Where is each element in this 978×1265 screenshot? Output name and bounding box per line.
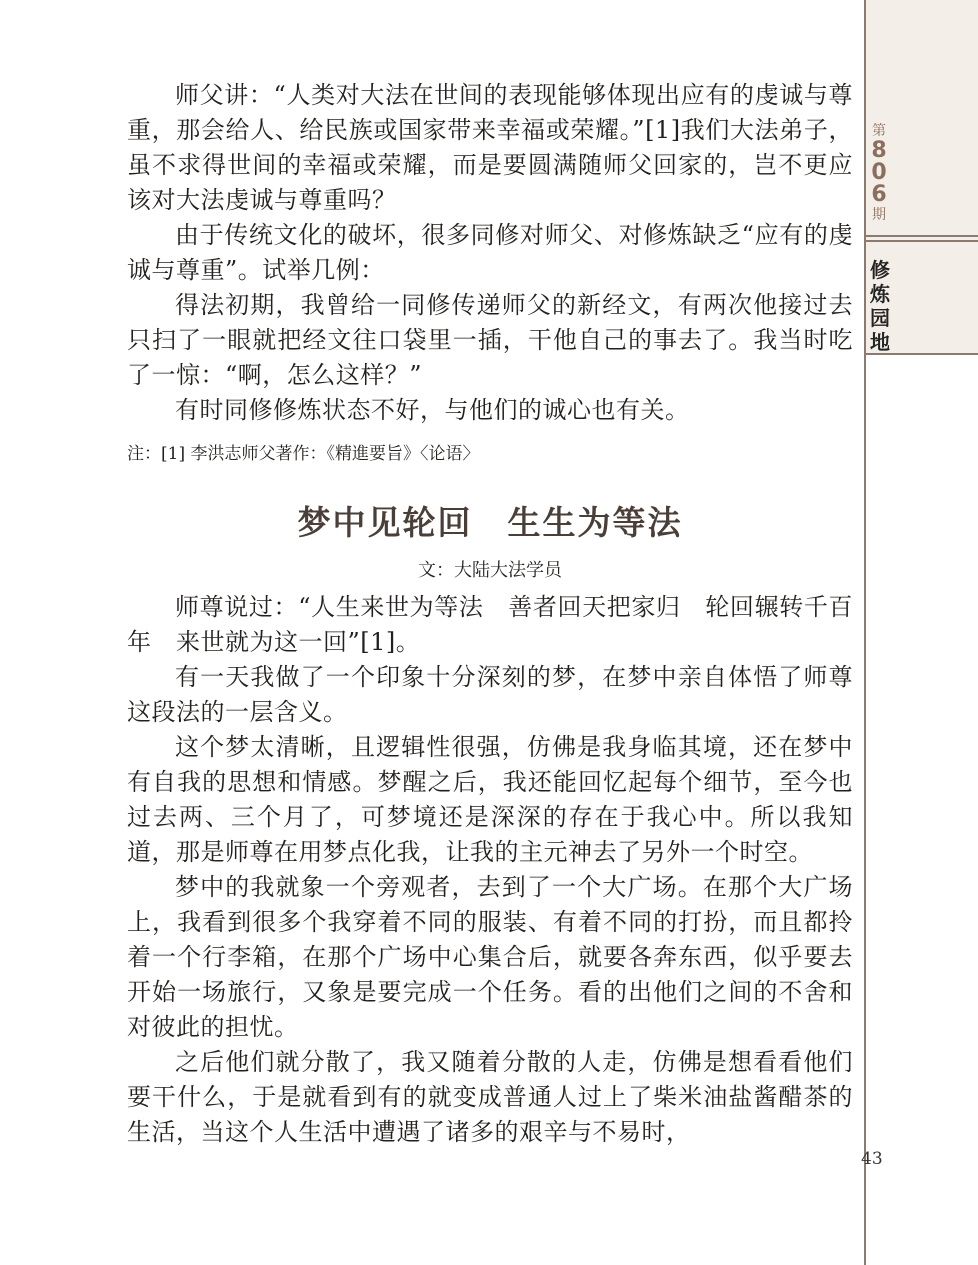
footnote: 注：[1] 李洪志师父著作：《精進要旨》〈论语〉 — [127, 444, 480, 464]
paragraph: 梦中的我就象一个旁观者，去到了一个大广场。在那个大广场上，我看到很多个我穿着不同的服装、有着不同的打扮，而且都拎着一个行李箱，在那个广场中心集合后，就要各奔东西，似乎要去开始一场旅行，又象是要完成一个任务。看的出他们之间的不舍和对彼此的担忧。 — [127, 873, 853, 1041]
section-char: 修 — [870, 258, 890, 282]
paragraph: 之后他们就分散了，我又随着分散的人走，仿佛是想看看他们要干什么，于是就看到有的就变成普通人过上了柴米油盐酱醋茶的生活，当这个人生活中遭遇了诸多的艰辛与不易时， — [127, 1048, 853, 1146]
issue-digit: 0 — [871, 160, 887, 185]
article-byline: 文：大陆大法学员 — [418, 560, 562, 581]
paragraph: 师尊说过：“人生来世为等法 善者回天把家归 轮回辗转千百年 来世就为这一回”[1]。 — [127, 593, 853, 656]
paragraph: 有一天我做了一个印象十分深刻的梦，在梦中亲自体悟了师尊这段法的一层含义。 — [127, 663, 853, 726]
tab-divider — [866, 240, 978, 242]
page-number: 43 — [861, 1149, 883, 1169]
section-char: 地 — [870, 330, 890, 354]
issue-label — [868, 122, 890, 224]
article-title: 梦中见轮回 生生为等法 — [297, 503, 683, 542]
issue-suffix: 期 — [872, 207, 886, 223]
issue-prefix: 第 — [872, 123, 886, 139]
paragraph: 得法初期，我曾给一同修传递师父的新经文，有两次他接过去只扫了一眼就把经文往口袋里一插，干他自己的事去了。我当时吃了一惊：“啊，怎么这样？” — [127, 291, 853, 389]
paragraph: 这个梦太清晰，且逻辑性很强，仿佛是我身临其境，还在梦中有自我的思想和情感。梦醒之后，我还能回忆起每个细节，至今也过去两、三个月了，可梦境还是深深的存在于我心中。所以我知道，那是师尊在用梦点化我，让我的主元神去了另外一个时空。 — [127, 733, 853, 866]
paragraph: 由于传统文化的破坏，很多同修对师父、对修炼缺乏“应有的虔诚与尊重”。试举几例： — [127, 221, 853, 284]
section-char: 园 — [870, 306, 890, 330]
paragraph: 有时同修修炼状态不好，与他们的诚心也有关。 — [175, 396, 690, 424]
margin-rule — [864, 0, 866, 1265]
article1-body — [127, 78, 853, 428]
section-name — [867, 258, 893, 354]
section-char: 炼 — [870, 282, 890, 306]
issue-digit: 8 — [871, 138, 887, 163]
tab-divider — [866, 235, 978, 237]
paragraph: 师父讲：“人类对大法在世间的表现能够体现出应有的虔诚与尊重，那会给人、给民族或国家带来幸福或荣耀。”[1]我们大法弟子，虽不求得世间的幸福或荣耀，而是要圆满随师父回家的，岂不更应该对大法虔诚与尊重吗？ — [127, 81, 853, 214]
article2-body — [127, 590, 853, 1150]
issue-digit: 6 — [871, 182, 887, 207]
